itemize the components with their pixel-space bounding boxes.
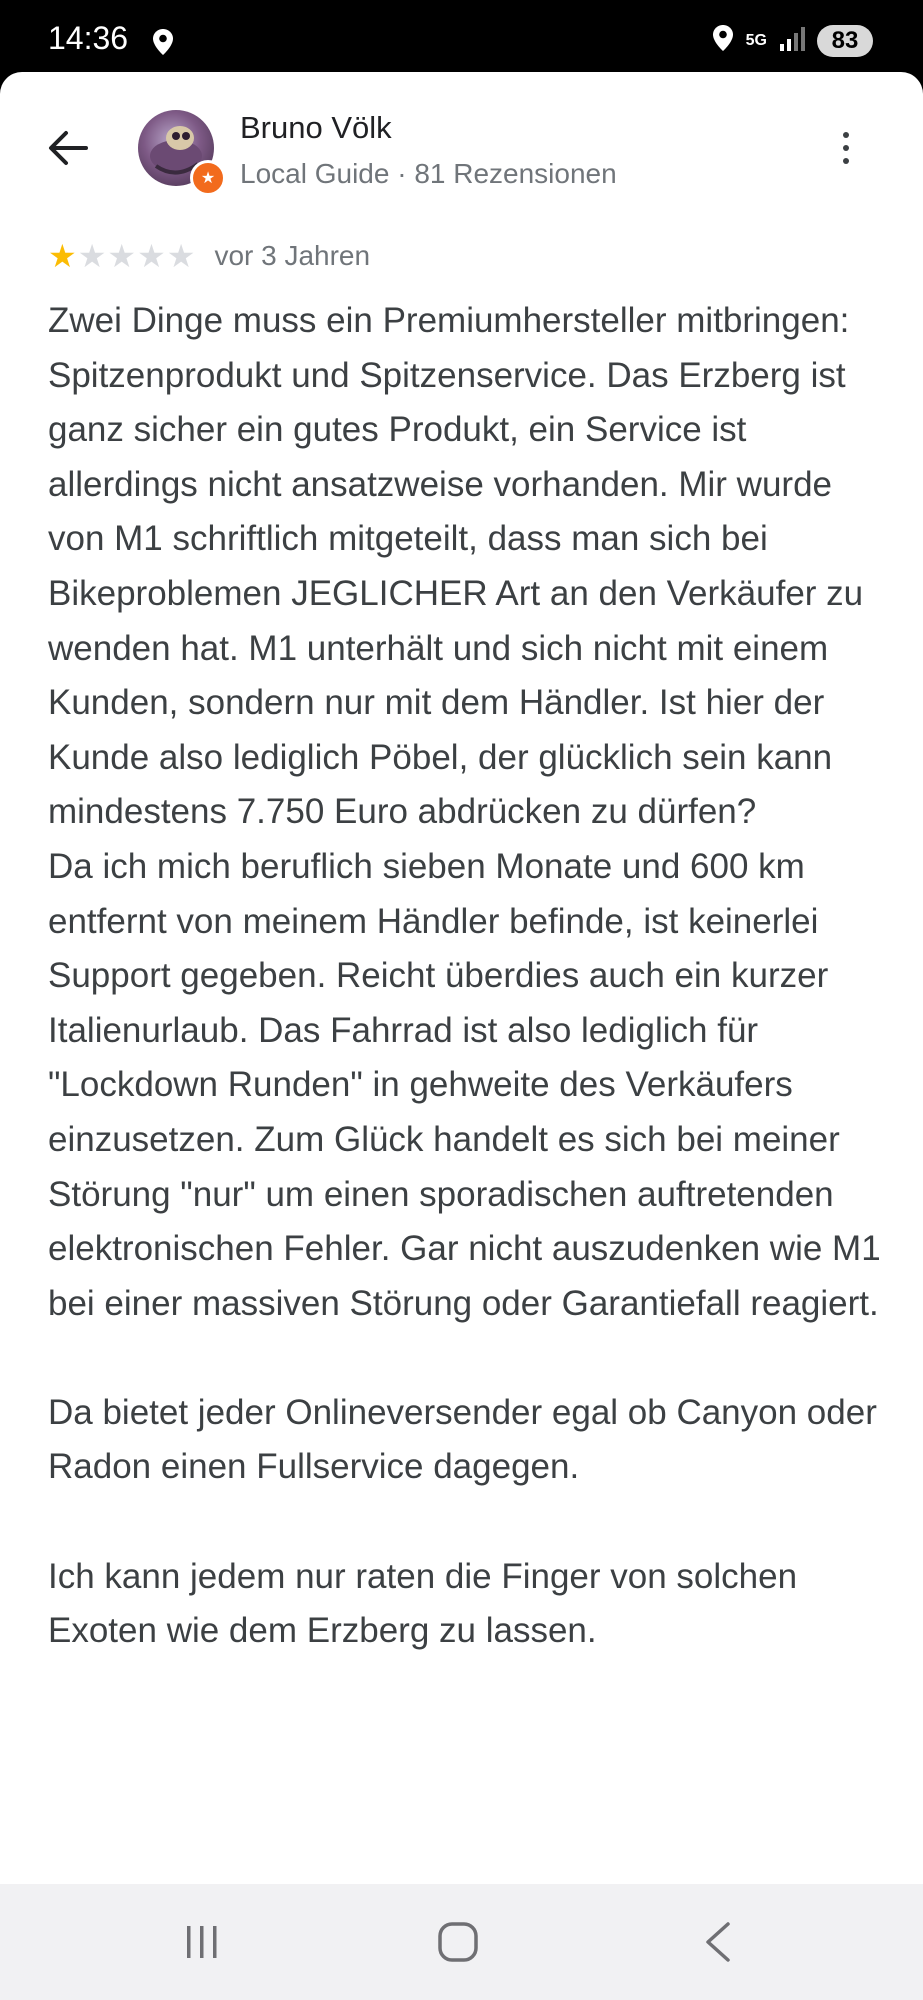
review-text: Zwei Dinge muss ein Premiumhersteller mitbringen: Spitzenprodukt und Spitzenservice. Das Erzberg ist ganz sicher ein gutes Produkt, ein Service ist allerdings nicht ansatzweise vorhanden. Mir wurde von M1 schriftlich mitgeteilt, dass man sich bei Bikeproblemen JEGLICHER Art an den Verkäufer zu wenden hat. M1 unterhält und sich nicht mit einem Kunden, sondern nur mit dem Händler. Ist hier der Kunde also lediglich Pöbel, der glücklich sein kann mindestens 7.750 Euro abdrücken zu dürfen? Da ich mich beruflich sieben Monate und 600 km entfernt von meinem Händler befinde, ist keinerlei Support gegeben. Reicht überdies auch ein kurzer Italienurlaub. Das Fahrrad ist also lediglich für "Lockdown Runden" in gehweite des Verkäufers einzusetzen. Zum Glück handelt es sich bei meiner Störung "nur" um einen sporadischen auftretenden elektronischen Fehler. Gar nicht auszudenken wie M1 bei einer massiven Störung oder Garantiefall reagiert. Da bietet jeder Onlineversender egal ob Canyon oder Radon einen Fullservice dagegen. Ich kann jedem nur raten die Finger von solchen Exoten wie dem Erzberg zu lassen. [48, 301, 881, 1651]
location-icon [152, 28, 174, 61]
star-empty-icon: ★ [107, 238, 137, 274]
signal-icon [779, 24, 805, 57]
network-type: 5G [745, 31, 767, 49]
status-icons [712, 24, 873, 57]
recent-apps-icon [182, 1922, 222, 1962]
status-time: 14:36 [48, 20, 129, 56]
home-button[interactable] [428, 1918, 488, 1966]
review-sheet [0, 72, 923, 1884]
review-date: vor 3 Jahren [214, 240, 371, 271]
star-empty-icon: ★ [77, 238, 107, 274]
star-empty-icon: ★ [166, 238, 196, 274]
system-back-button[interactable] [688, 1918, 748, 1966]
location-icon [712, 24, 734, 57]
recent-apps-button[interactable] [172, 1918, 232, 1966]
back-button[interactable] [40, 120, 96, 176]
status-bar [0, 0, 923, 72]
star-rating [48, 240, 196, 272]
local-guide-badge-icon: ★ [190, 160, 226, 196]
star-filled-icon: ★ [48, 238, 77, 274]
system-nav-bar [0, 1884, 923, 2000]
back-icon [700, 1920, 736, 1964]
rating-row [48, 240, 370, 272]
author-meta: Local Guide · 81 Rezensionen [240, 158, 617, 189]
more-vert-icon [843, 132, 849, 138]
author-name[interactable]: Bruno Völk [240, 110, 392, 145]
home-icon [436, 1920, 480, 1964]
battery-icon: 83 [817, 25, 873, 57]
back-arrow-icon [48, 130, 88, 166]
more-options-button[interactable] [826, 120, 866, 176]
star-empty-icon: ★ [137, 238, 166, 274]
